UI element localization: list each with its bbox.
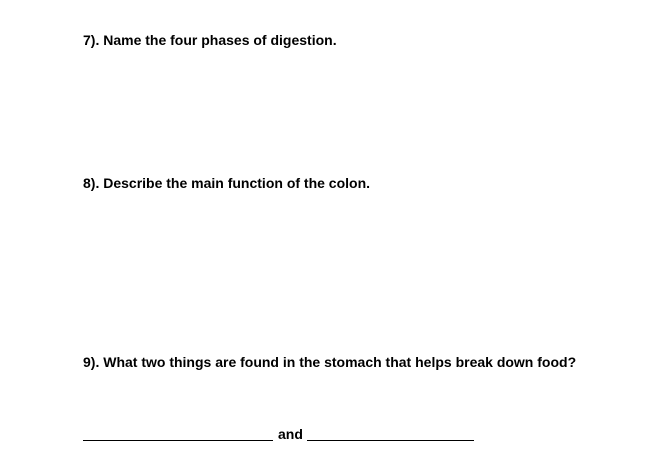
question-9: 9). What two things are found in the stomach that helps break down food?	[83, 354, 577, 370]
question-7: 7). Name the four phases of digestion.	[83, 32, 337, 48]
question-8: 8). Describe the main function of the colon.	[83, 175, 371, 191]
answer-blank-1	[83, 427, 273, 441]
answer-blank-2	[307, 427, 474, 441]
answer-connector: and	[278, 426, 303, 442]
